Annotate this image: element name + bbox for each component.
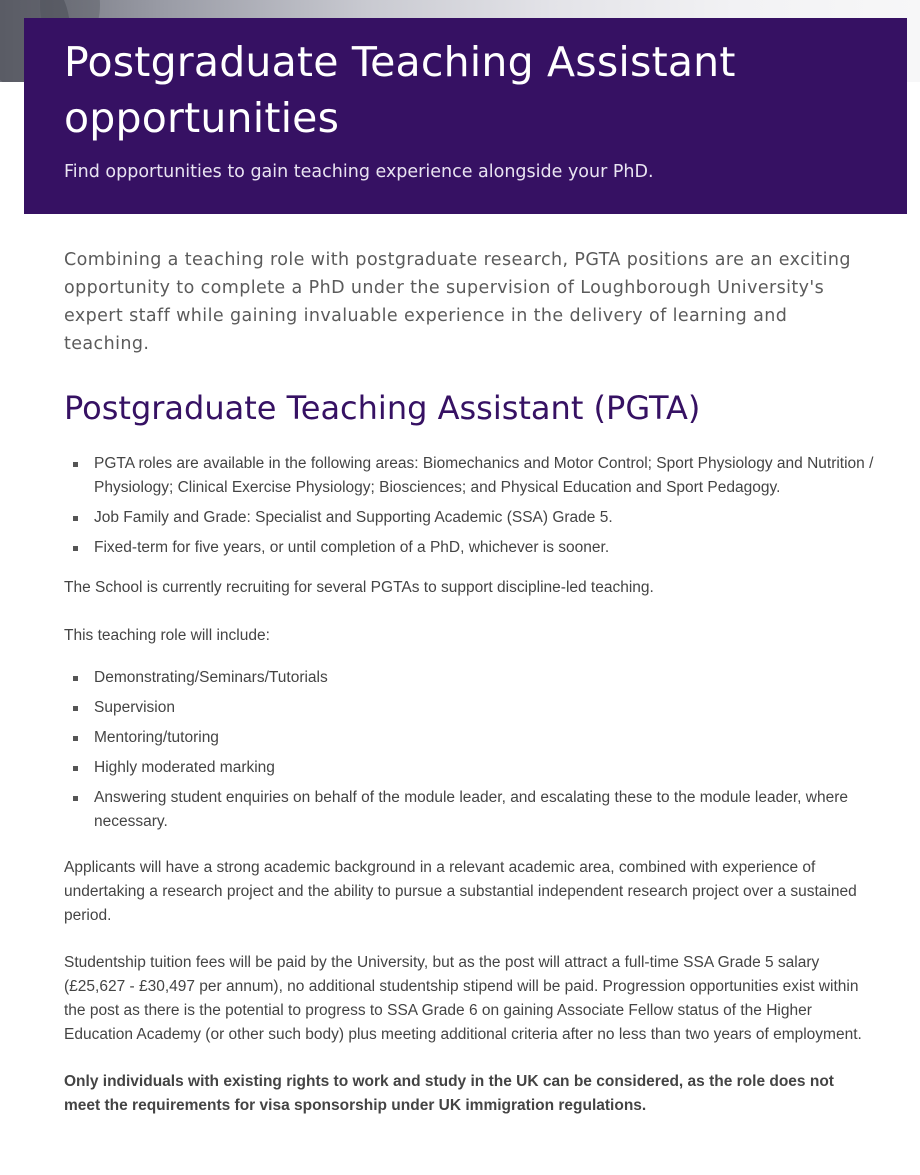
list-item: Highly moderated marking [94,756,874,780]
list-item: Mentoring/tutoring [94,726,874,750]
list-item: Demonstrating/Seminars/Tutorials [94,666,874,690]
section-heading: Postgraduate Teaching Assistant (PGTA) [64,389,701,427]
page-subtitle: Find opportunities to gain teaching experience alongside your PhD. [64,162,654,182]
duties-list [64,666,874,834]
fees-paragraph: Studentship tuition fees will be paid by the University, but as the post will attract a full-time SSA Grade 5 salary (£25,627 - £30,497 per annum), no additional studentship stipend will be paid. Progression opportunities exist within the post as there is the potential to progress to SSA Grade 6 on gaining Associate Fellow status of the Higher Education Academy (or other such body) plus meeting additional criteria after no less than two years of employment. [64,954,862,1043]
list-item: PGTA roles are available in the following areas: Biomechanics and Motor Control; Sport Physiology and Nutrition / Physiology; Clinical Exercise Physiology; Biosciences; and Physical Education and Sport Pedagogy. [94,452,874,500]
list-item: Answering student enquiries on behalf of the module leader, and escalating these to the module leader, where necessary. [94,786,874,834]
applicants-paragraph: Applicants will have a strong academic background in a relevant academic area, combined with experience of undertaking a research project and the ability to pursue a substantial independent research project over a sustained period. [64,859,857,924]
list-item: Supervision [94,696,874,720]
role-intro-paragraph: This teaching role will include: [64,627,270,644]
recruiting-paragraph: The School is currently recruiting for several PGTAs to support discipline-led teaching. [64,579,654,596]
details-list [64,452,874,560]
page-title: Postgraduate Teaching Assistant opportunities [64,38,736,142]
hero-banner [24,18,907,214]
main-content [64,246,874,1118]
list-item: Fixed-term for five years, or until completion of a PhD, whichever is sooner. [94,536,874,560]
eligibility-paragraph: Only individuals with existing rights to work and study in the UK can be considered, as the role does not meet the requirements for visa sponsorship under UK immigration regulations. [64,1073,834,1114]
intro-paragraph: Combining a teaching role with postgraduate research, PGTA positions are an exciting opportunity to complete a PhD under the supervision of Loughborough University's expert staff while gaining invaluable experience in the delivery of learning and teaching. [64,250,851,354]
list-item: Job Family and Grade: Specialist and Supporting Academic (SSA) Grade 5. [94,506,874,530]
